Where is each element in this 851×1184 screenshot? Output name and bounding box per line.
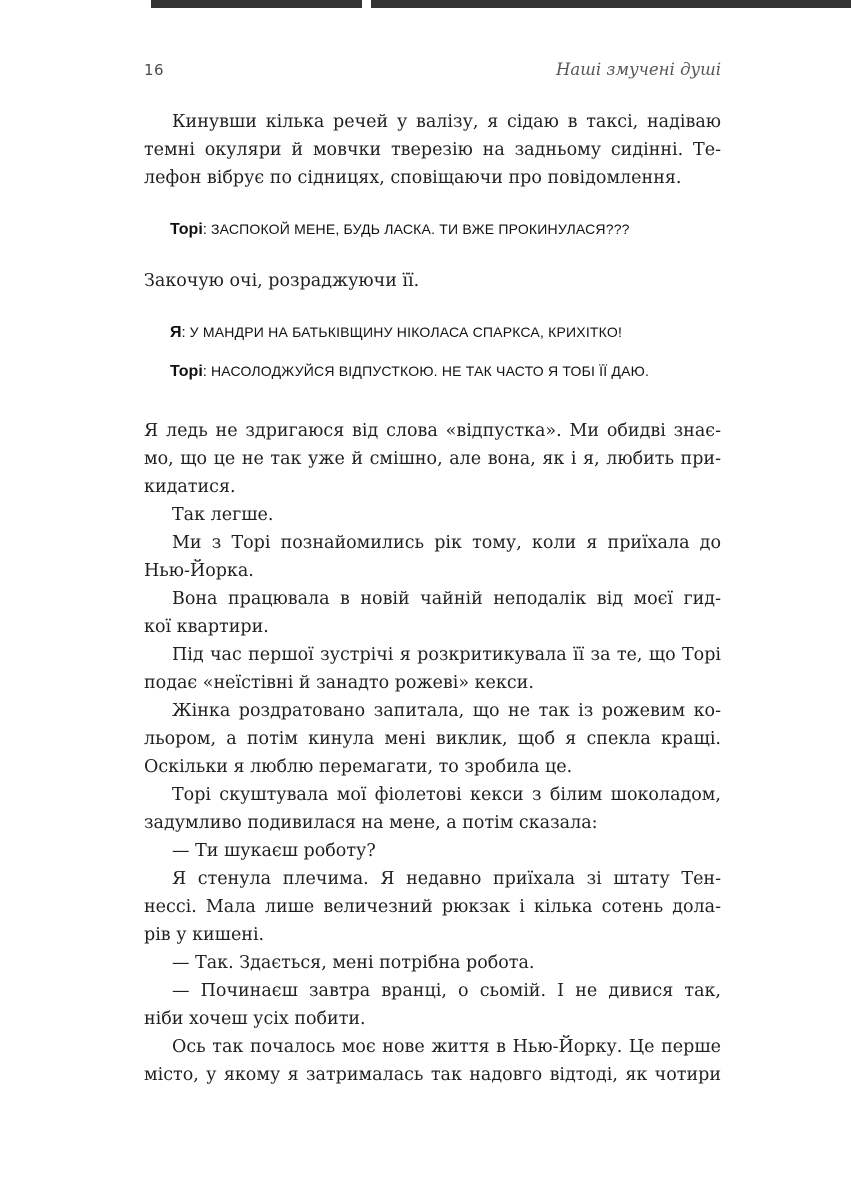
message-text: У МАНДРИ НА БАТЬКІВЩИНУ НІКОЛАСА СПАРКСА, КРИХІТКО! xyxy=(189,324,623,340)
text-line: Оскільки я люблю перемагати, то зробила це. xyxy=(144,757,573,777)
text-line: Кинувши кілька речей у валізу, я сідаю в таксі, надіваю xyxy=(172,112,721,132)
text-line: Нью-Йорка. xyxy=(144,561,254,581)
text-line: Так легше. xyxy=(172,505,274,525)
message-sender: Торі xyxy=(170,363,203,380)
text-line: Ось так почалось моє нове життя в Нью-Йорку. Це перше xyxy=(172,1037,721,1057)
text-line: рів у кишені. xyxy=(144,925,265,945)
text-line: кидатися. xyxy=(144,477,236,497)
text-line: мо, що це не так уже й смішно, але вона, як і я, любить при- xyxy=(144,449,721,469)
text-line: Вона працювала в новій чайній неподалік від моєї гид- xyxy=(172,589,721,609)
text-line: лефон вібрує по сідницях, сповіщаючи про повідомлення. xyxy=(144,168,682,188)
text-line: Ми з Торі познайомились рік тому, коли я приїхала до xyxy=(172,533,721,553)
chat-message-me xyxy=(144,321,721,344)
text-line: Закочую очі, розраджуючи її. xyxy=(144,271,420,291)
chat-message-tori xyxy=(144,360,721,383)
message-sender: Я xyxy=(170,324,182,341)
page-header xyxy=(144,60,721,82)
running-header-title: Наші змучені душі xyxy=(556,60,721,79)
text-line: — Ти шукаєш роботу? xyxy=(172,841,376,861)
message-text: НАСОЛОДЖУЙСЯ ВІДПУСТКОЮ. НЕ ТАК ЧАСТО Я ТОБІ ЇЇ ДАЮ. xyxy=(210,363,650,379)
text-line: Я ледь не здригаюся від слова «відпустка». Ми обидві знає- xyxy=(144,421,721,441)
message-text: ЗАСПОКОЙ МЕНЕ, БУДЬ ЛАСКА. ТИ ВЖЕ ПРОКИНУЛАСЯ??? xyxy=(210,221,630,237)
text-line: задумливо подивилася на мене, а потім сказала: xyxy=(144,813,598,833)
message-sender: Торі xyxy=(170,221,203,238)
text-line: нессі. Мала лише величезний рюкзак і кілька сотень дола- xyxy=(144,897,721,917)
top-bar-left-segment xyxy=(151,0,362,8)
text-line: — Так. Здається, мені потрібна робота. xyxy=(172,953,535,973)
text-line: кої квартири. xyxy=(144,617,269,637)
text-line: Під час першої зустрічі я розкритикувала її за те, що Торі xyxy=(172,645,721,665)
text-line: Я стенула плечима. Я недавно приїхала зі штату Тен- xyxy=(172,869,721,889)
page-body-text xyxy=(144,108,721,1089)
top-bar-right-segment xyxy=(371,0,851,8)
message-separator: : xyxy=(181,324,186,341)
text-line: Жінка роздратовано запитала, що не так із рожевим ко- xyxy=(172,701,721,721)
text-line: темні окуляри й мовчки тверезію на задньому сидінні. Те- xyxy=(144,140,721,160)
message-separator: : xyxy=(202,221,207,238)
book-page xyxy=(144,60,721,1089)
text-line: ніби хочеш усіх побити. xyxy=(144,1009,366,1029)
text-line: Торі скуштувала мої фіолетові кекси з білим шоколадом, xyxy=(172,785,721,805)
text-line: — Починаєш завтра вранці, о сьомій. І не дивися так, xyxy=(172,981,721,1001)
text-line: подає «неїстівні й занадто рожеві» кекси. xyxy=(144,673,534,693)
text-line: місто, у якому я затрималась так надовго відтоді, як чотири xyxy=(144,1065,721,1085)
chat-message-tori xyxy=(144,218,721,241)
message-separator: : xyxy=(202,363,207,380)
page-number: 16 xyxy=(144,61,165,79)
text-line: льором, а потім кинула мені виклик, щоб я спекла кращі. xyxy=(144,729,721,749)
